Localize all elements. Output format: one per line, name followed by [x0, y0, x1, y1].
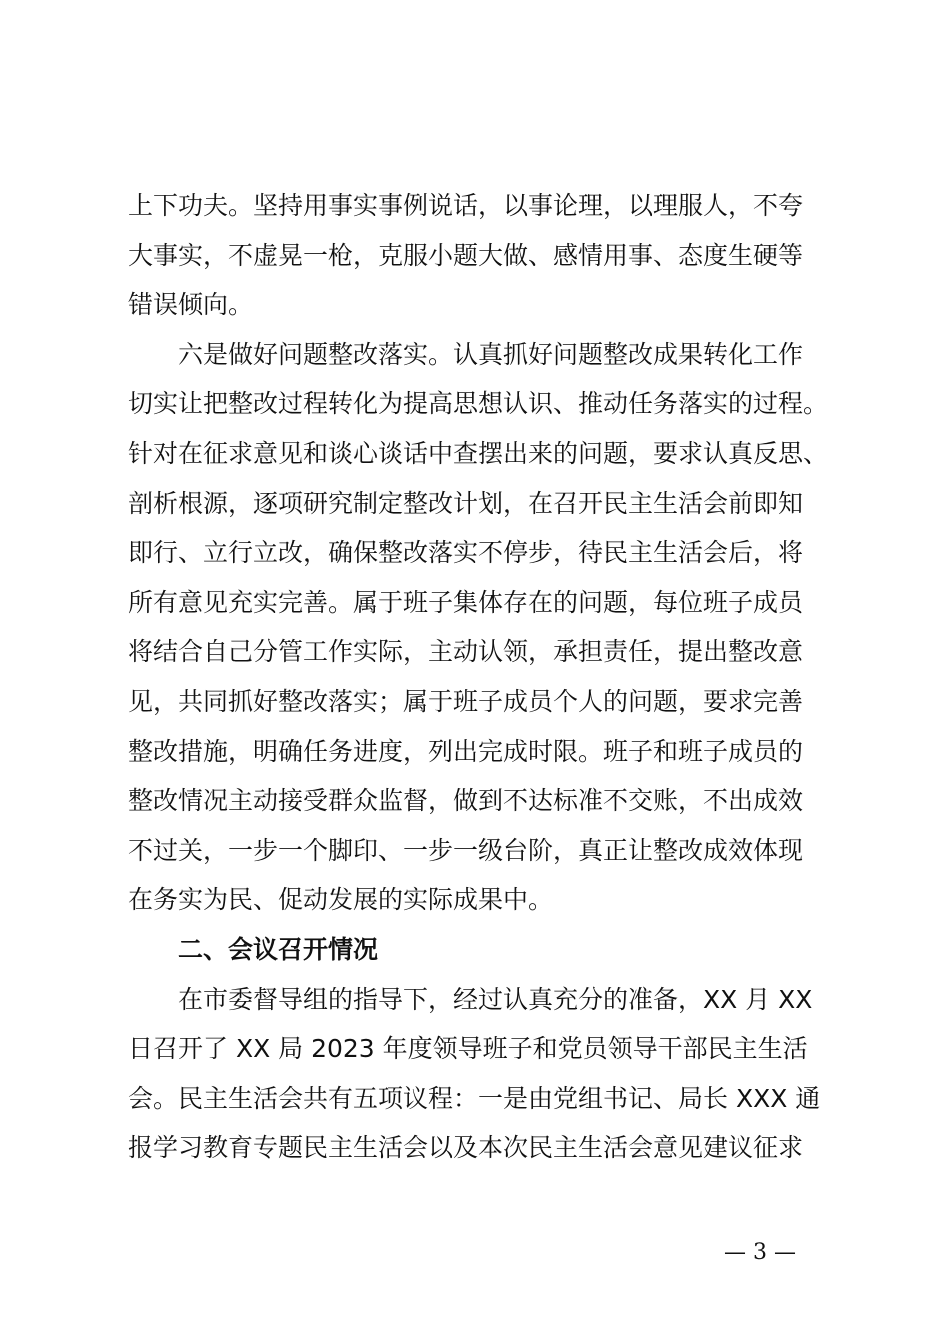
text-line: 针对在征求意见和谈心谈话中查摆出来的问题，要求认真反思、: [128, 438, 829, 468]
text-line: 将结合自己分管工作实际，主动认领，承担责任，提出整改意: [128, 637, 804, 667]
page-number: — 3 —: [724, 1240, 796, 1265]
text-line: 错误倾向。: [128, 290, 254, 320]
text-line: 日召开了 XX 局 2023 年度领导班子和党员领导干部民主生活: [128, 1034, 808, 1064]
text-line: 即行、立行立改，确保整改落实不停步，待民主生活会后，将: [128, 538, 804, 568]
text-line: 见，共同抓好整改落实；属于班子成员个人的问题，要求完善: [128, 686, 804, 716]
text-line: 剖析根源，逐项研究制定整改计划，在召开民主生活会前即知: [128, 488, 804, 518]
text-line: 在务实为民、促动发展的实际成果中。: [128, 885, 554, 915]
text-line: 不过关，一步一个脚印、一步一级台阶，真正让整改成效体现: [128, 835, 804, 865]
text-line: 在市委督导组的指导下，经过认真充分的准备，XX 月 XX: [178, 984, 813, 1014]
text-line: 大事实，不虚晃一枪，克服小题大做、感情用事、态度生硬等: [128, 240, 804, 270]
text-line: 会。民主生活会共有五项议程：一是由党组书记、局长 XXX 通: [128, 1083, 821, 1113]
text-line: 切实让把整改过程转化为提高思想认识、推动任务落实的过程。: [128, 389, 829, 419]
text-line: 所有意见充实完善。属于班子集体存在的问题，每位班子成员: [128, 587, 804, 617]
text-line: 上下功夫。坚持用事实事例说话，以事论理，以理服人，不夸: [128, 191, 804, 220]
text-line: 整改情况主动接受群众监督，做到不达标准不交账，不出成效: [128, 786, 804, 816]
text-line: 六是做好问题整改落实。认真抓好问题整改成果转化工作: [178, 339, 804, 369]
text-line: 整改措施，明确任务进度，列出完成时限。班子和班子成员的: [128, 736, 804, 766]
section-heading: 二、会议召开情况: [178, 934, 379, 964]
body-text: [128, 181, 840, 1173]
text-line: 报学习教育专题民主生活会以及本次民主生活会意见建议征求: [128, 1133, 804, 1163]
